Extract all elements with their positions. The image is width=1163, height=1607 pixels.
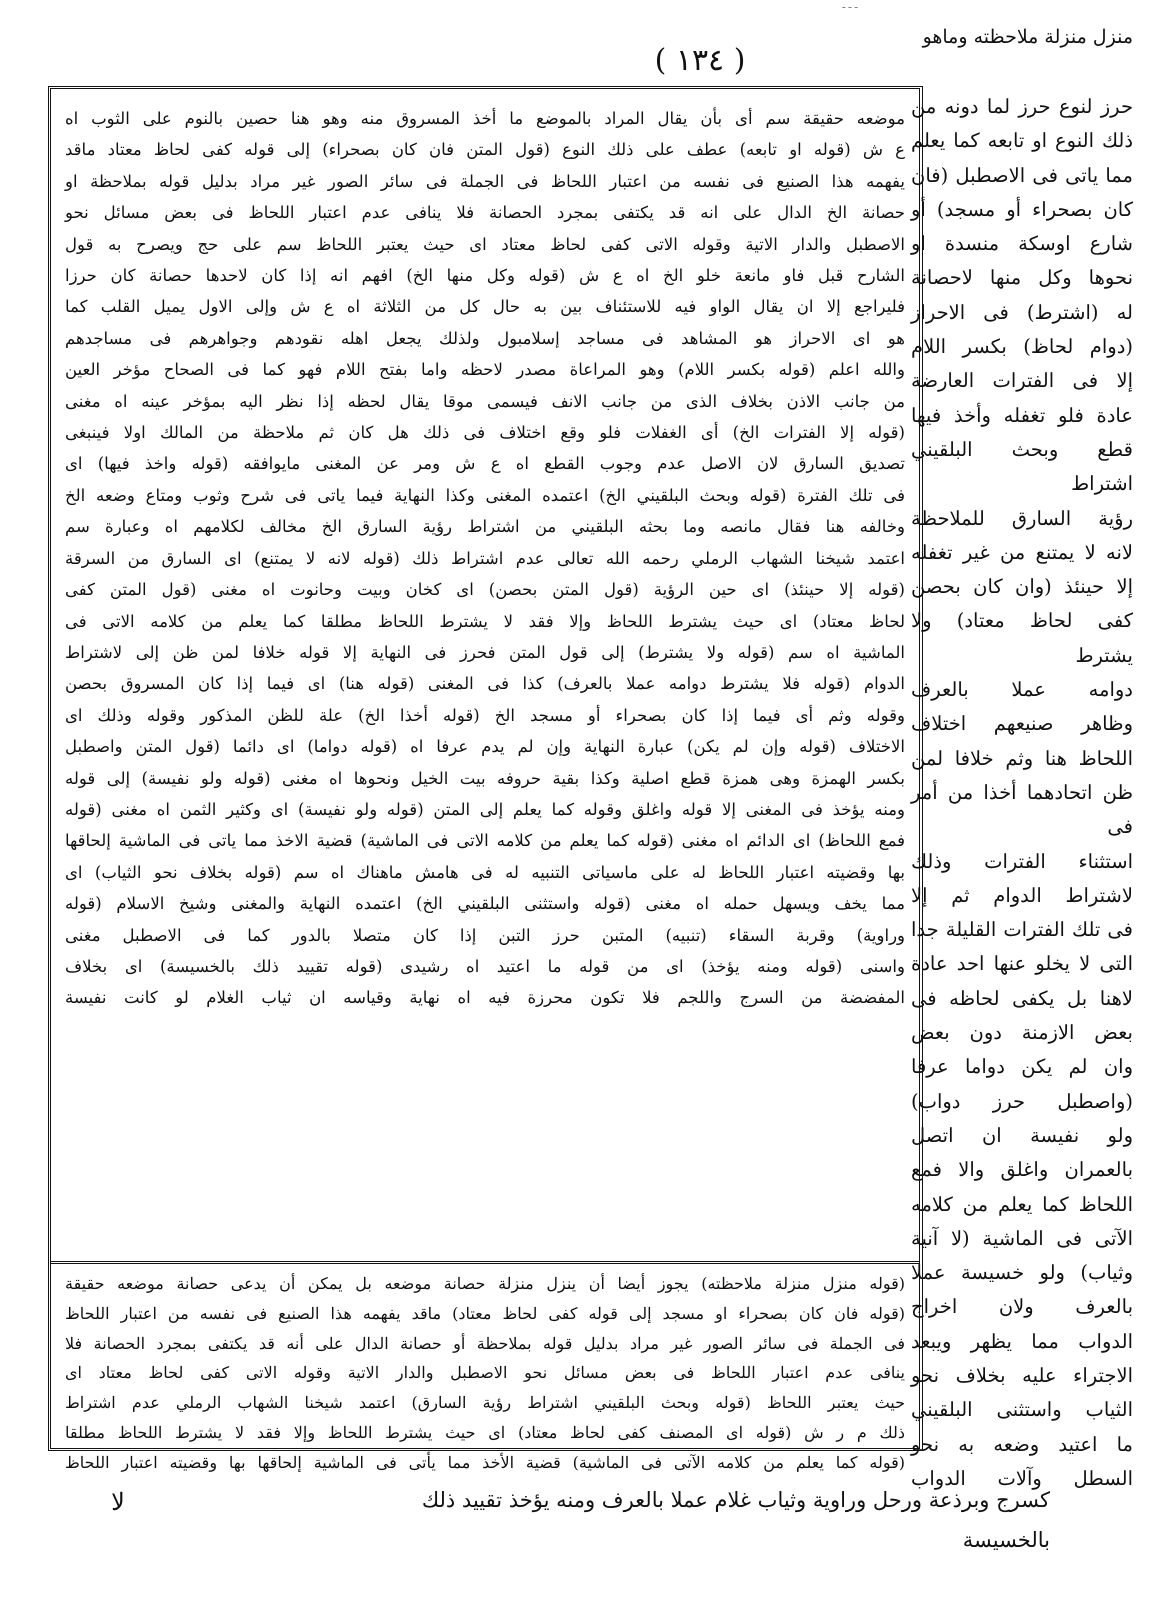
main-text-line: إلا حينئذ (وان كان بحصن [911, 575, 1133, 599]
commentary-line: الشارح قبل فاو مانعة خلو الخ اه ع ش (قوله وكل منها الخ) افهم انه إذا كان لاحدها حصانة كان حرزا [65, 266, 905, 286]
commentary-line: موضعه حقيقة سم أى بأن يقال المراد بالموضع ما أخذ المسروق منه وهو هنا حصين بالنوم على الثوب اه [65, 109, 905, 128]
commentary-line: الدوام (قوله فلا يشترط دوامه عملا بالعرف) كذا فى المغنى (قوله هنا) اى فيما إذا كان المسروق بحصن [65, 674, 905, 694]
commentary-line: المفضضة من السرج واللجم فلا تكون محرزة فيه اه نهاية وقياسه ان ثياب الغلام لو كانت نفيسة [65, 988, 905, 1008]
main-text-line: الثياب واستثنى البلقيني [911, 1398, 1133, 1422]
main-text-line: عادة فلو تغفله وأخذ فيها [911, 403, 1133, 427]
commentary-lower-line: (قوله فان كان بصحراء او مسجد إلى قوله كفى لحاظ معتاد) ماقد يفهمه هذا الصنيع فى نفسه من اعتبار اللحاظ [65, 1303, 905, 1323]
commentary-line: فليراجع إلا ان يقال الواو فيه للاستئناف بين به حال كل من الثلاثة اه ع ش وإلى الاول يميل القلب كما [65, 297, 905, 317]
main-text-line: السطل وآلات الدواب [911, 1466, 1133, 1490]
main-text-line: بالعرف ولان اخراج [911, 1295, 1133, 1319]
main-text-line: وان لم يكن دواما عرفا [911, 1055, 1133, 1079]
main-text-line: الآتى فى الماشية (لا آنية [911, 1226, 1133, 1250]
commentary-line: الاصطبل والدار الاتية وقوله الاتى كفى لحاظ معتاد اى حيث يعتبر اللحاظ سم على حج ويصرح به قول [65, 234, 905, 254]
main-text-line: حرز لنوع حرز لما دونه من [911, 95, 1133, 118]
main-text-line: اللحاظ كما يعلم من كلامه [911, 1192, 1133, 1216]
commentary-line: الاختلاف (قوله وإن لم يكن) عبارة النهاية وإن لم يدم عرفا اه (قوله دواما) اى دائما (قول المتن واصطبل [65, 737, 905, 757]
commentary-lower-line: ذلك م ر ش (قوله اى المصنف كفى لحاظ معتاد) اى حيث يشترط اللحاظ وإلا فقد لا يشترط اللحاظ مطلقا [65, 1422, 905, 1442]
main-text-line: التى لا يخلو عنها احد عادة [911, 952, 1133, 976]
commentary-box [48, 86, 923, 1472]
commentary-line: والله اعلم (قوله بكسر اللام) وهو المراعاة مصدر لاحظه واما بفتح اللام فهو كما فى الصحاح مؤخر العين [65, 360, 905, 380]
commentary-line: وخالفه هنا فقال مانصه وما بحثه البلقيني من اشتراط رؤية السارق الخ مخالف لكلامهم اه وعبارة سم [65, 517, 905, 537]
main-text-line: الاجتراء عليه بخلاف نحو [911, 1363, 1133, 1387]
commentary-line: ع ش (قوله او تابعه) عطف على ذلك النوع (قول المتن فان كان بصحراء) إلى قوله كفى لحاظ معتاد ماقد [65, 140, 905, 160]
commentary-line: من جانب الاذن بخلاف الذى من جانب الانف فيسمى موقا يقال لحظه إذا نظر اليه بمؤخر عينه اه مغنى [65, 391, 905, 411]
commentary-line: حصانة الخ الدال على انه قد يكتفى بمجرد الحصانة فلا ينافى عدم اعتبار اللحاظ فى بعض مسائل نحو [65, 203, 905, 223]
main-text-line: ذلك النوع او تابعه كما يعلم [911, 129, 1133, 153]
main-text-line: لاشتراط الدوام ثم إلا [911, 883, 1133, 907]
main-text-line: لانه لا يمتنع من غير تغفله [911, 540, 1133, 564]
main-text-line: اللحاظ هنا وثم خلافا لمن [911, 746, 1133, 770]
commentary-line: اعتمد شيخنا الشهاب الرملي رحمه الله تعالى عدم اشتراط ذلك (قوله لانه لا يمتنع) اى السارق من السرقة [65, 548, 905, 568]
main-text-line: دوامه عملا بالعرف [911, 678, 1133, 702]
main-text-line: بالعمران واغلق والا فمع [911, 1158, 1133, 1182]
main-text-line: وظاهر صنيعهم اختلاف [911, 712, 1133, 736]
main-text-line: كفى لحاظ معتاد) ولا يشترط [911, 609, 1133, 667]
main-text-line: لاهنا بل يكفى لحاظه فى [911, 986, 1133, 1010]
commentary-line: وراوية) وقربة السقاء (تنبيه) المتبن حرز التبن إذا كان متصلا بالدور كما فى الاصطبل مغنى [65, 925, 905, 945]
main-text-line: الدواب مما يظهر ويبعد [911, 1329, 1133, 1353]
commentary-line: فى تلك الفترة (قوله وبحث البلقيني الخ) اعتمده المغنى وكذا النهاية فيما ياتى فى شرح وثوب ومتاع وضعه الخ [65, 485, 905, 505]
commentary-lower [65, 1269, 905, 1472]
main-text-line: فى تلك الفترات القليلة جدا [911, 918, 1133, 942]
top-stub-mark: ـ ـ ـ [842, 0, 858, 11]
commentary-line: ومنه يؤخذ فى المغنى إلا قوله واغلق وقوله كما يعلم إلى المتن (قوله ولو نفيسة) اى وكثير الثمن اه مغنى (قوله [65, 799, 905, 819]
commentary-lower-line: حيث يعتبر اللحاظ (قوله وبحث البلقيني اشتراط رؤية السارق) اعتمد شيخنا الشهاب الرملي عدم اشتراط [65, 1393, 905, 1413]
page-number: ( ١٣٤ ) [654, 43, 746, 78]
running-title: منزل منزلة ملاحظته وماهو [922, 26, 1133, 48]
main-text-line: استثناء الفترات وذلك [911, 849, 1133, 873]
commentary-lower-line: ينافى عدم اعتبار اللحاظ فى بعض مسائل نحو الاصطبل والدار الاتية وقوله الاتى كفى لحاظ معتاد اى [65, 1363, 905, 1383]
main-text-line: له (اشترط) فى الاحراز [911, 300, 1133, 324]
commentary-line: وقوله وثم أى فيما إذا كان بصحراء أو مسجد الخ (قوله أخذا الخ) علة للظن المذكور وقوله وذلك اى [65, 705, 905, 725]
commentary-line: (قوله إلا الفترات الخ) أى الغفلات فلو وقع اختلاف فى ذلك هل كان ثم ملاحظة من المالك اولا فينبغى [65, 423, 905, 443]
commentary-line: هو اى الاحراز هو المشاهد فى مساجد إسلامبول ولذلك يجعل اهله نقودهم وجواهرهم فى مساجدهم [65, 328, 905, 348]
main-text-line: مما ياتى فى الاصطبل (فان [911, 163, 1133, 187]
main-text-line: (دوام لحاظ) بكسر اللام [911, 335, 1133, 359]
commentary-line: بكسر الهمزة وهى همزة قطع اصلية وكذا بقية حروفه بيت الخيل ونحوها اه مغنى (قوله ولو نفيسة) إلى قوله [65, 768, 905, 788]
commentary-line: تصديق السارق لان الاصل عدم وجوب القطع اه ع ش ومر عن المغنى مايوافقه (قوله واخذ فيها) اى [65, 454, 905, 474]
commentary-line: الماشية اه سم (قوله ولا يشترط) إلى قول المتن فحرز فى النهاية إلا قوله خلافا لمن ظن إلى لاشتراط [65, 642, 905, 662]
main-text-line: رؤية السارق للملاحظة [911, 506, 1133, 530]
signature-mark: لا [111, 1488, 125, 1516]
commentary-lower-line: فى الجملة فى سائر الصور غير مراد بدليل قوله بملاحظة أو حصانة الدال على أنه قد يكتفى بمجرد الحصانة فلا [65, 1333, 905, 1353]
commentary-line: واسنى (قوله ومنه يؤخذ) اى من قوله ما اعتيد اه رشيدى (قوله تقييد ذلك بالخسيسة) اى بخلاف [65, 956, 905, 976]
main-text-line: كان بصحراء أو مسجد) أو [911, 197, 1133, 221]
commentary-upper [65, 103, 905, 1258]
commentary-line: (قوله إلا حينئذ) اى حين الرؤية (قول المتن بحصن) اى كخان وبيت وحانوت اه مغنى (قول المتن كفى [65, 580, 905, 600]
commentary-line: بها وقضيته اعتبار اللحاظ له على ماسياتى التنبيه له فى هامش ماهناك اه سم (قوله بخلاف نحو الثياب) اى [65, 862, 905, 882]
main-text-line: إلا فى الفترات العارضة [911, 369, 1133, 393]
commentary-line: مما يخف ويسهل حمله اه مغنى (قوله واستثنى البلقيني الخ) اعتمده النهاية والمغنى وشيخ الاسلام (قوله [65, 894, 905, 914]
commentary-line: يفهمه هذا الصنيع فى نفسه من اعتبار اللحاظ فى الجملة فى سائر الصور غير مراد بدليل قوله بملاحظة او [65, 171, 905, 191]
commentary-line: فمع اللحاظ) اى الدائم اه مغنى (قوله كما يعلم من كلامه الاتى فى الماشية) قضية الاخذ مما ياتى فى الماشية إلحاقها [65, 831, 905, 851]
main-text-line: وثياب) ولو خسيسة عملا [911, 1261, 1133, 1285]
catchword-line: كسرج وبرذعة ورحل وراوية وثياب غلام عملا بالعرف ومنه يؤخذ تقييد ذلك بالخسيسة [421, 1488, 1050, 1552]
main-text-line: قطع وبحث البلقيني اشتراط [911, 437, 1133, 496]
commentary-lower-line: (قوله منزل منزلة ملاحظته) يجوز أيضا أن ينزل منزلة حصانة موضعه بل يمكن أن يدعى حصانة موضعه حقيقة [65, 1274, 905, 1293]
main-text-line: بعض الازمنة دون بعض [911, 1021, 1133, 1045]
commentary-line: لحاظ معتاد) اى حيث يشترط اللحاظ وإلا فقد لا يشترط اللحاظ مطلقا كما يعلم من كلامه الاتى فى [65, 611, 905, 631]
main-text-line: ولو نفيسة ان اتصل [911, 1123, 1133, 1147]
main-text-line: (واصطبل حرز دواب) [911, 1089, 1133, 1113]
main-text-line: شارع اوسكة منسدة او [911, 232, 1133, 256]
commentary-lower-line: (قوله كما يعلم من كلامه الآتى فى الماشية) قضية الأخذ مما يأتى فى الماشية إلحاقها بها وقضيته اعتبار اللحاظ [65, 1452, 905, 1472]
main-text-line: ما اعتيد وضعه به نحو [911, 1432, 1133, 1456]
main-text-column [911, 90, 1133, 1505]
main-text-line: نحوها وكل منها لاحصانة [911, 266, 1133, 290]
main-text-line: ظن اتحادهما أخذا من أمر فى [911, 780, 1133, 839]
